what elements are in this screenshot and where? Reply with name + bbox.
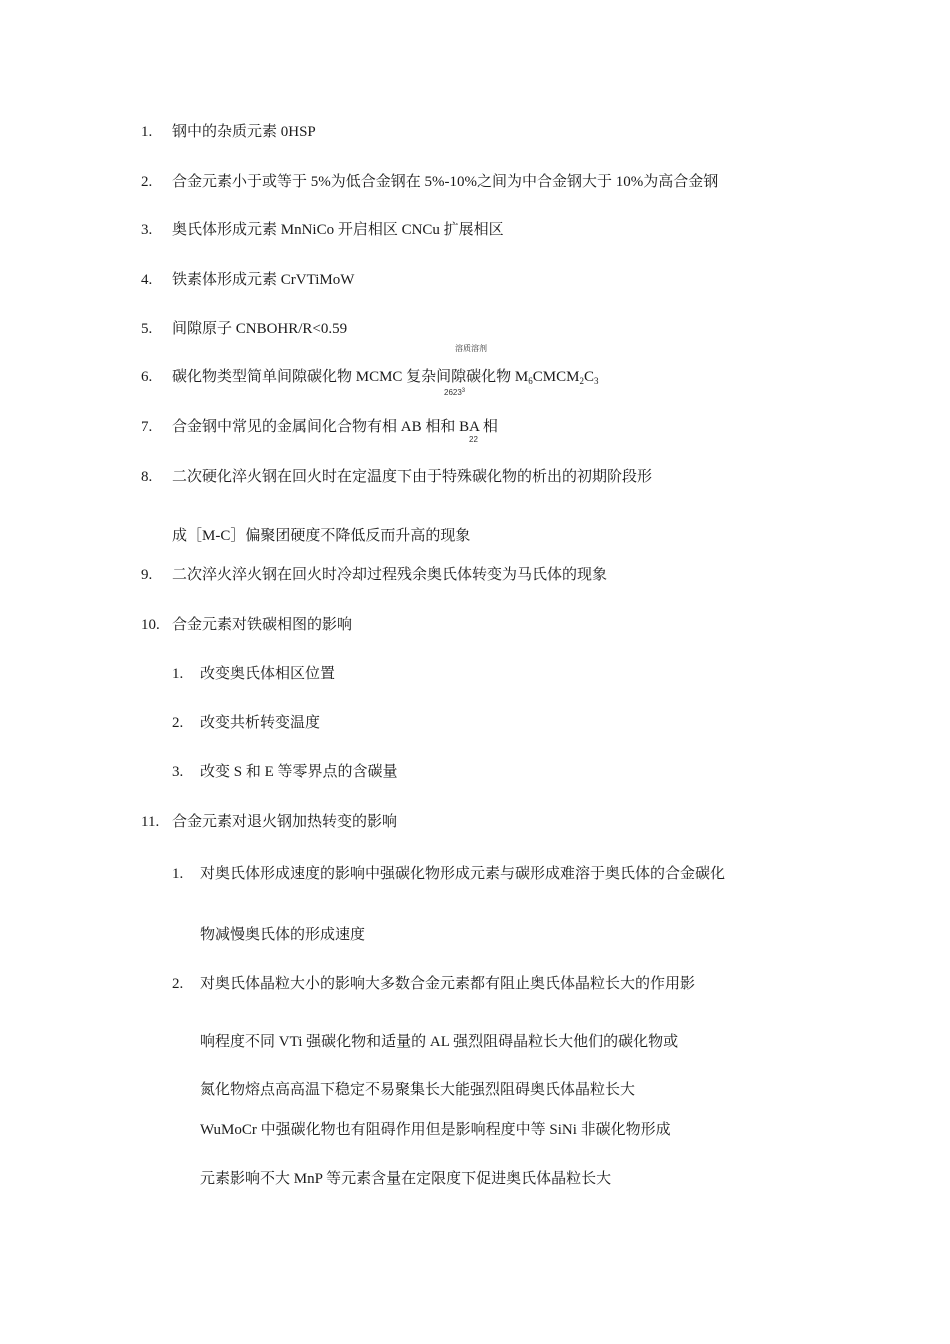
sub-list-item-text: 改变共析转变温度	[200, 715, 321, 731]
list-number: 9.	[141, 567, 153, 583]
sub-list-item-text: 改变奥氏体相区位置	[200, 666, 336, 682]
sub-list-number: 1.	[172, 866, 184, 882]
list-item-text: 二次硬化淬火钢在回火时在定温度下由于特殊碳化物的析出的初期阶段形	[172, 469, 653, 485]
list-number: 2.	[141, 174, 153, 190]
list-item-text-part: CMCM	[532, 369, 580, 385]
list-item-text: 奥氏体形成元素 MnNiCo 开启相区 CNCu 扩展相区	[172, 222, 504, 238]
list-item-text-part: 碳化物类型简单间隙碳化物 MCMC 复杂间隙碳化物 M	[172, 369, 529, 385]
sub-list-number: 2.	[172, 715, 184, 731]
sub-list-item-continuation: 氮化物熔点高高温下稳定不易聚集长大能强烈阻碍奥氏体晶粒长大	[200, 1082, 636, 1098]
list-number: 11.	[141, 814, 160, 830]
list-item-text: 二次淬火淬火钢在回火时冷却过程残余奥氏体转变为马氏体的现象	[172, 567, 608, 583]
annotation-text: 22	[469, 435, 478, 444]
sub-list-item-continuation: 响程度不同 VTi 强碳化物和适量的 AL 强烈阻碍晶粒长大他们的碳化物或	[200, 1034, 679, 1050]
sub-list-item-text: 改变 S 和 E 等零界点的含碳量	[200, 764, 398, 780]
list-item-text: 合金元素小于或等于 5%为低合金钢在 5%-10%之间为中合金钢大于 10%为高合金钢	[172, 174, 719, 190]
list-number: 4.	[141, 272, 153, 288]
subscript: 6	[528, 376, 533, 386]
sub-list-item-continuation: WuMoCr 中强碳化物也有阻碍作用但是影响程度中等 SiNi 非碳化物形成	[200, 1122, 671, 1138]
sub-list-number: 2.	[172, 976, 184, 992]
list-item-text: 合金元素对铁碳相图的影响	[172, 617, 353, 633]
sub-list-number: 1.	[172, 666, 184, 682]
sub-list-item-continuation: 物减慢奥氏体的形成速度	[200, 927, 366, 943]
list-item-text: 铁素体形成元素 CrVTiMoW	[172, 272, 355, 288]
list-number: 3.	[141, 222, 153, 238]
sub-list-item-text: 对奥氏体晶粒大小的影响大多数合金元素都有阻止奥氏体晶粒长大的作用影	[200, 976, 696, 992]
sub-list-number: 3.	[172, 764, 184, 780]
annotation-text: 溶质溶剂	[455, 344, 487, 353]
list-number: 10.	[141, 617, 160, 633]
list-item-text-part: C	[583, 369, 594, 385]
list-number: 1.	[141, 124, 153, 140]
annotation-text: 2623$^3$	[444, 388, 466, 397]
sub-list-item-continuation: 元素影响不大 MnP 等元素含量在定限度下促进奥氏体晶粒长大	[200, 1171, 612, 1187]
list-item-text: 合金钢中常见的金属间化合物有相 AB 相和 BA 相	[172, 419, 498, 435]
sub-list-item-text: 对奥氏体形成速度的影响中强碳化物形成元素与碳形成难溶于奥氏体的合金碳化	[200, 866, 726, 882]
list-item-text	[172, 367, 598, 391]
list-number: 7.	[141, 419, 153, 435]
subscript: 2	[579, 376, 584, 386]
list-item-continuation: 成［M-C］偏聚团硬度不降低反而升高的现象	[172, 528, 471, 544]
list-number: 8.	[141, 469, 153, 485]
subscript: 3	[593, 376, 599, 386]
list-number: 6.	[141, 369, 153, 385]
list-number: 5.	[141, 321, 153, 337]
list-item-text: 合金元素对退火钢加热转变的影响	[172, 814, 398, 830]
list-item-text: 间隙原子 CNBOHR/R<0.59	[172, 321, 348, 337]
list-item-text: 钢中的杂质元素 0HSP	[172, 124, 316, 140]
